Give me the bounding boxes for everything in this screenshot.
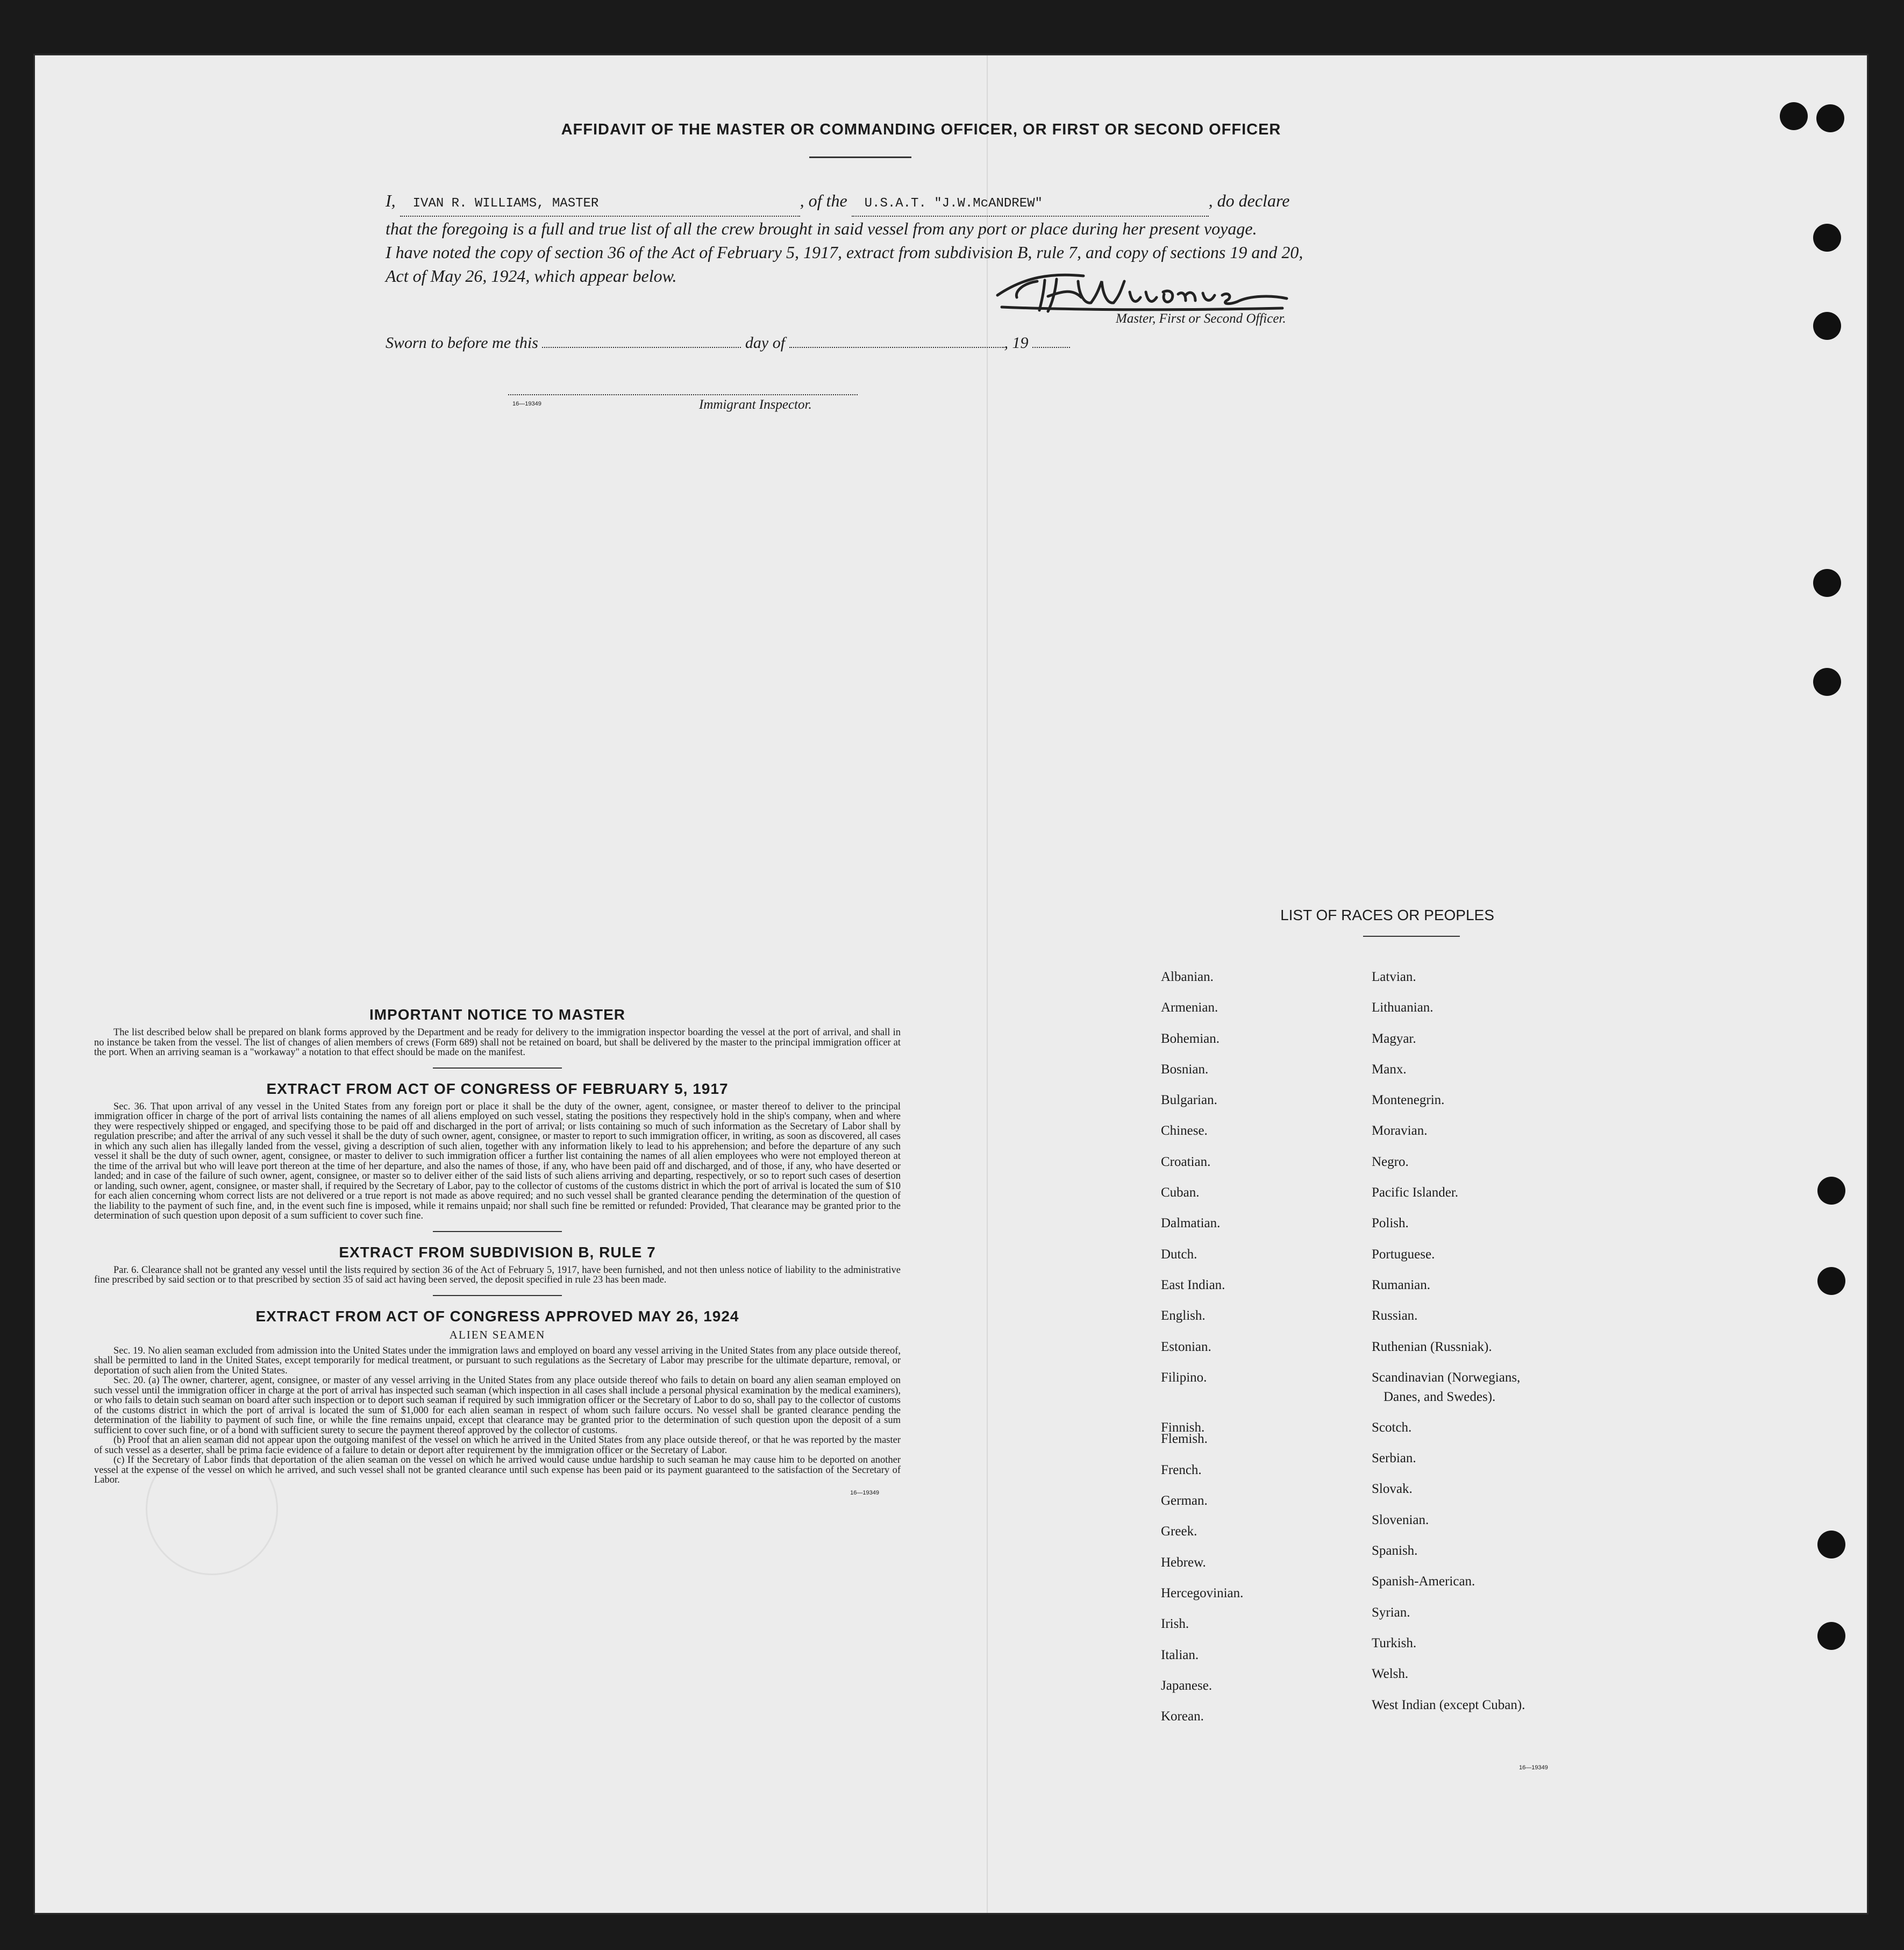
do-declare-text: , do declare: [1208, 191, 1290, 210]
punch-hole: [1813, 668, 1841, 696]
race-item: English.: [1161, 1308, 1206, 1323]
race-item: Hercegovinian.: [1161, 1585, 1244, 1600]
race-item: German.: [1161, 1493, 1208, 1508]
races-column-right: [1372, 970, 1525, 1728]
title-rule: [809, 156, 911, 158]
affidavit-i: I,: [386, 191, 396, 210]
notices-column: [94, 1006, 901, 1496]
race-item: Dalmatian.: [1161, 1216, 1221, 1231]
punch-hole: [1817, 1177, 1845, 1205]
race-item: Armenian.: [1161, 1000, 1218, 1015]
punch-hole: [1817, 1531, 1845, 1558]
race-item: Hebrew.: [1161, 1555, 1206, 1570]
race-item: West Indian (except Cuban).: [1372, 1697, 1525, 1712]
master-name-field: IVAN R. WILLIAMS, MASTER: [400, 192, 800, 217]
race-item: Scotch.: [1372, 1420, 1412, 1435]
inspector-caption: Immigrant Inspector.: [699, 397, 812, 412]
extract-1917-heading: EXTRACT FROM ACT OF CONGRESS OF FEBRUARY 5, 1917: [266, 1080, 729, 1097]
race-item: Pacific Islander.: [1372, 1185, 1459, 1200]
of-the-text: , of the: [800, 191, 847, 210]
punch-hole: [1816, 104, 1844, 132]
punch-hole: [1817, 1622, 1845, 1650]
race-item: Irish.: [1161, 1617, 1189, 1632]
race-item: Italian.: [1161, 1647, 1199, 1662]
races-column-left: [1161, 970, 1243, 1740]
race-item: Danes, and Swedes).: [1384, 1389, 1496, 1404]
extract-1917-body: [94, 1102, 901, 1221]
race-item: Bosnian.: [1161, 1062, 1209, 1077]
inspector-signature-line: [508, 394, 858, 395]
race-item: Dutch.: [1161, 1247, 1197, 1262]
sec-20b-text: (b) Proof that an alien seaman did not appear upon the outgoing manifest of the vessel on which he arrived in the United States from any place outside thereof, or that he was reported by the master of such vessel as a deserter, shall be prima facie evidence of a failure to detain or deport after requirement by the immigration officer or the Secretary of Labor.: [94, 1435, 901, 1456]
notice-body: [94, 1028, 901, 1058]
race-item: Ruthenian (Russniak).: [1372, 1339, 1492, 1354]
punch-hole: [1813, 312, 1841, 340]
race-item: Slovenian.: [1372, 1512, 1429, 1527]
race-item: Bohemian.: [1161, 1031, 1220, 1046]
sworn-month-field: [789, 347, 1004, 348]
affidavit-line-4: Act of May 26, 1924, which appear below.: [386, 266, 677, 286]
race-item: Latvian.: [1372, 970, 1416, 984]
race-item: Welsh.: [1372, 1667, 1409, 1682]
sworn-year-field: [1032, 347, 1070, 348]
sworn-line: [386, 334, 1070, 352]
affidavit-line-2: that the foregoing is a full and true list of all the crew brought in said vessel from any port or place during her present voyage.: [386, 219, 1257, 238]
section-divider: [433, 1067, 562, 1069]
race-item: French.: [1161, 1462, 1202, 1477]
race-item: Flemish.: [1161, 1432, 1208, 1447]
race-item: Scandinavian (Norwegians,: [1372, 1370, 1521, 1385]
rule-7-body: [94, 1265, 901, 1285]
race-item: Lithuanian.: [1372, 1000, 1434, 1015]
races-rule: [1363, 936, 1460, 937]
punch-hole: [1780, 102, 1808, 130]
race-item: Moravian.: [1372, 1123, 1428, 1138]
sec-20c-text: (c) If the Secretary of Labor finds that deportation of the alien seaman on the vessel on which he arrived would cause undue hardship to such seaman he may cause him to be deported on another vessel at the expense of the vessel on which he arrived, and such vessel shall not be granted clearance until such expense has been paid or its payment guaranteed to the satisfaction of the Secretary of Labor.: [94, 1455, 901, 1485]
race-item: Portuguese.: [1372, 1247, 1435, 1262]
races-heading: LIST OF RACES OR PEOPLES: [1280, 907, 1494, 923]
race-item: Finnish.: [1161, 1420, 1205, 1435]
race-item: Bulgarian.: [1161, 1093, 1217, 1108]
race-item: Albanian.: [1161, 970, 1214, 984]
sworn-text: Sworn to before me this: [386, 334, 538, 352]
notice-text: The list described below shall be prepared on blank forms approved by the Department and be ready for delivery to the immigration inspector boarding the vessel at the port of arrival, and shall in no instance be taken from the vessel. The list of changes of alien members of crews (Form 689) shall not be retained on board, but shall be delivered by the master to the principal immigration officer at the port. When an arriving seaman is a "workaway" a notation to that effect should be made on the manifest.: [94, 1027, 901, 1058]
race-item: Montenegrin.: [1372, 1093, 1445, 1108]
race-item: Syrian.: [1372, 1605, 1410, 1620]
race-item: Cuban.: [1161, 1185, 1200, 1200]
race-item: Magyar.: [1372, 1031, 1416, 1046]
extract-1924-heading: EXTRACT FROM ACT OF CONGRESS APPROVED MAY 26, 1924: [255, 1307, 739, 1325]
race-item: Turkish.: [1372, 1635, 1417, 1650]
affidavit-line-3: I have noted the copy of section 36 of the Act of February 5, 1917, extract from subdivision B, rule 7, and copy of sections 19 and 20,: [386, 243, 1303, 262]
race-item: Rumanian.: [1372, 1277, 1431, 1292]
affidavit-title: AFFIDAVIT OF THE MASTER OR COMMANDING OFFICER, OR FIRST OR SECOND OFFICER: [561, 121, 1281, 138]
race-item: Spanish.: [1372, 1543, 1418, 1558]
race-item: Polish.: [1372, 1216, 1409, 1231]
race-item: Negro.: [1372, 1154, 1409, 1169]
race-item: Russian.: [1372, 1308, 1418, 1323]
race-item: Spanish-American.: [1372, 1574, 1475, 1589]
race-item: Korean.: [1161, 1709, 1204, 1724]
section-divider: [433, 1231, 562, 1232]
race-item: Manx.: [1372, 1062, 1407, 1077]
race-item: Croatian.: [1161, 1154, 1211, 1169]
rule-7-text: Par. 6. Clearance shall not be granted any vessel until the lists required by section 36 of the Act of February 5, 1917, have been furnished, and not then unless notice of liability to the administrative fine prescribed by said section or to that prescribed by section 35 of said act having been served, the deposit specified in rule 23 has been made.: [94, 1264, 901, 1285]
section-divider: [433, 1295, 562, 1296]
form-number: 16—19349: [1519, 1764, 1548, 1771]
extract-1924-body: [94, 1346, 901, 1485]
form-number: 16—19349: [512, 401, 541, 407]
notice-heading: IMPORTANT NOTICE TO MASTER: [369, 1006, 626, 1023]
master-signature: [992, 265, 1293, 317]
signature-caption: Master, First or Second Officer.: [1116, 311, 1286, 326]
year-text: , 19: [1004, 334, 1029, 352]
document-sheet: [33, 54, 1869, 1915]
sec-20a-text: Sec. 20. (a) The owner, charterer, agent, consignee, or master of any vessel arriving in the United States from any place outside thereof who fails to detain on board any alien seaman employed on such vessel until the immigration officer in charge at the port of arrival has inspected such seaman (which inspection in all cases shall include a personal physical examination by the medical examiners), or who fails to detain such seaman on board after such inspection or to deport such seaman if required by such immigration officer or the Secretary of Labor to do so, shall pay to the collector of customs of the customs district in which the port of arrival is located the sum of $1,000 for each alien seaman in respect of whom such failure occurs. No vessel shall be granted clearance pending the determination of the liability to payment of such fine, or while the fine remains unpaid, except that clearance may be granted prior to the determination of such question upon the deposit of a sum sufficient to cover such fine, or of a bond with sufficient surety to secure the payment thereof approved by the collector of customs.: [94, 1375, 901, 1436]
sec-19-text: Sec. 19. No alien seaman excluded from admission into the United States under the immigration laws and employed on board any vessel arriving in the United States from any place outside thereof, shall be permitted to land in the United States, except temporarily for medical treatment, or pursuant to such regulations as the Secretary of Labor may prescribe for the ultimate departure, removal, or deportation of such alien from the United States.: [94, 1345, 901, 1376]
day-of-text: day of: [745, 334, 786, 352]
race-item: Estonian.: [1161, 1339, 1211, 1354]
punch-hole: [1813, 224, 1841, 252]
race-item: East Indian.: [1161, 1277, 1225, 1292]
race-item: Serbian.: [1372, 1451, 1416, 1466]
race-item: Slovak.: [1372, 1482, 1413, 1497]
rule-7-heading: EXTRACT FROM SUBDIVISION B, RULE 7: [339, 1243, 656, 1261]
punch-hole: [1813, 569, 1841, 597]
form-number: 16—19349: [850, 1489, 879, 1496]
sworn-day-field: [542, 347, 741, 348]
race-item: Chinese.: [1161, 1123, 1208, 1138]
race-item: Greek.: [1161, 1524, 1197, 1539]
race-item: Japanese.: [1161, 1678, 1213, 1693]
extract-1917-text: Sec. 36. That upon arrival of any vessel in the United States from any foreign port or place it shall be the duty of the owner, agent, consignee, or master thereof to deliver to the principal immigration officer in charge of the port of arrival lists containing the names of all aliens employed on such vessel, stating the positions they respectively hold in the ship's company, when and where they were respectively shipped or engaged, and specifying those to be paid off and discharged in the port of arrival; or lists containing so much of such information as the Secretary of Labor shall by regulation prescribe; and after the arrival of any such vessel it shall be the duty of such owner, agent, consignee, or master to report to such immigration officer, in writing, as soon as discovered, all cases in which any such alien has illegally landed from the vessel, giving a description of such alien, together with any information likely to lead to his apprehension; and before the departure of any such vessel it shall be the duty of such owner, agent, consignee, or master to deliver to such immigration officer a further list containing the names of all alien employees who were not employed thereon at the time of the arrival but who will leave port thereon at the time of her departure, and also the names of those, if any, who have been paid off and discharged, and of those, if any, who have deserted or landed; and in case of the failure of such owner, agent, consignee, or master so to deliver either of the said lists of such aliens arriving and departing, respectively, or so to report such cases of desertion or landing, such owner, agent, consignee, or master shall, if required by the Secretary of Labor, pay to the collector of customs of the customs district in which the port of arrival is located the sum of $10 for each alien concerning whom correct lists are not delivered or a true report is not made as above required; and no such vessel shall be granted clearance pending the determination of the question of the liability to the payment of such fine, and, in the event such fine is imposed, while it remains unpaid; nor shall such fine be remitted or refunded: Provided, That clearance may be granted prior to the determination of such question upon deposit of a sum sufficient to cover such fine.: [94, 1101, 901, 1221]
alien-seamen-subheading: ALIEN SEAMEN: [449, 1328, 546, 1341]
punch-hole: [1817, 1267, 1845, 1295]
race-item: Filipino.: [1161, 1370, 1207, 1385]
vessel-name-field: U.S.A.T. "J.W.McANDREW": [852, 192, 1209, 217]
